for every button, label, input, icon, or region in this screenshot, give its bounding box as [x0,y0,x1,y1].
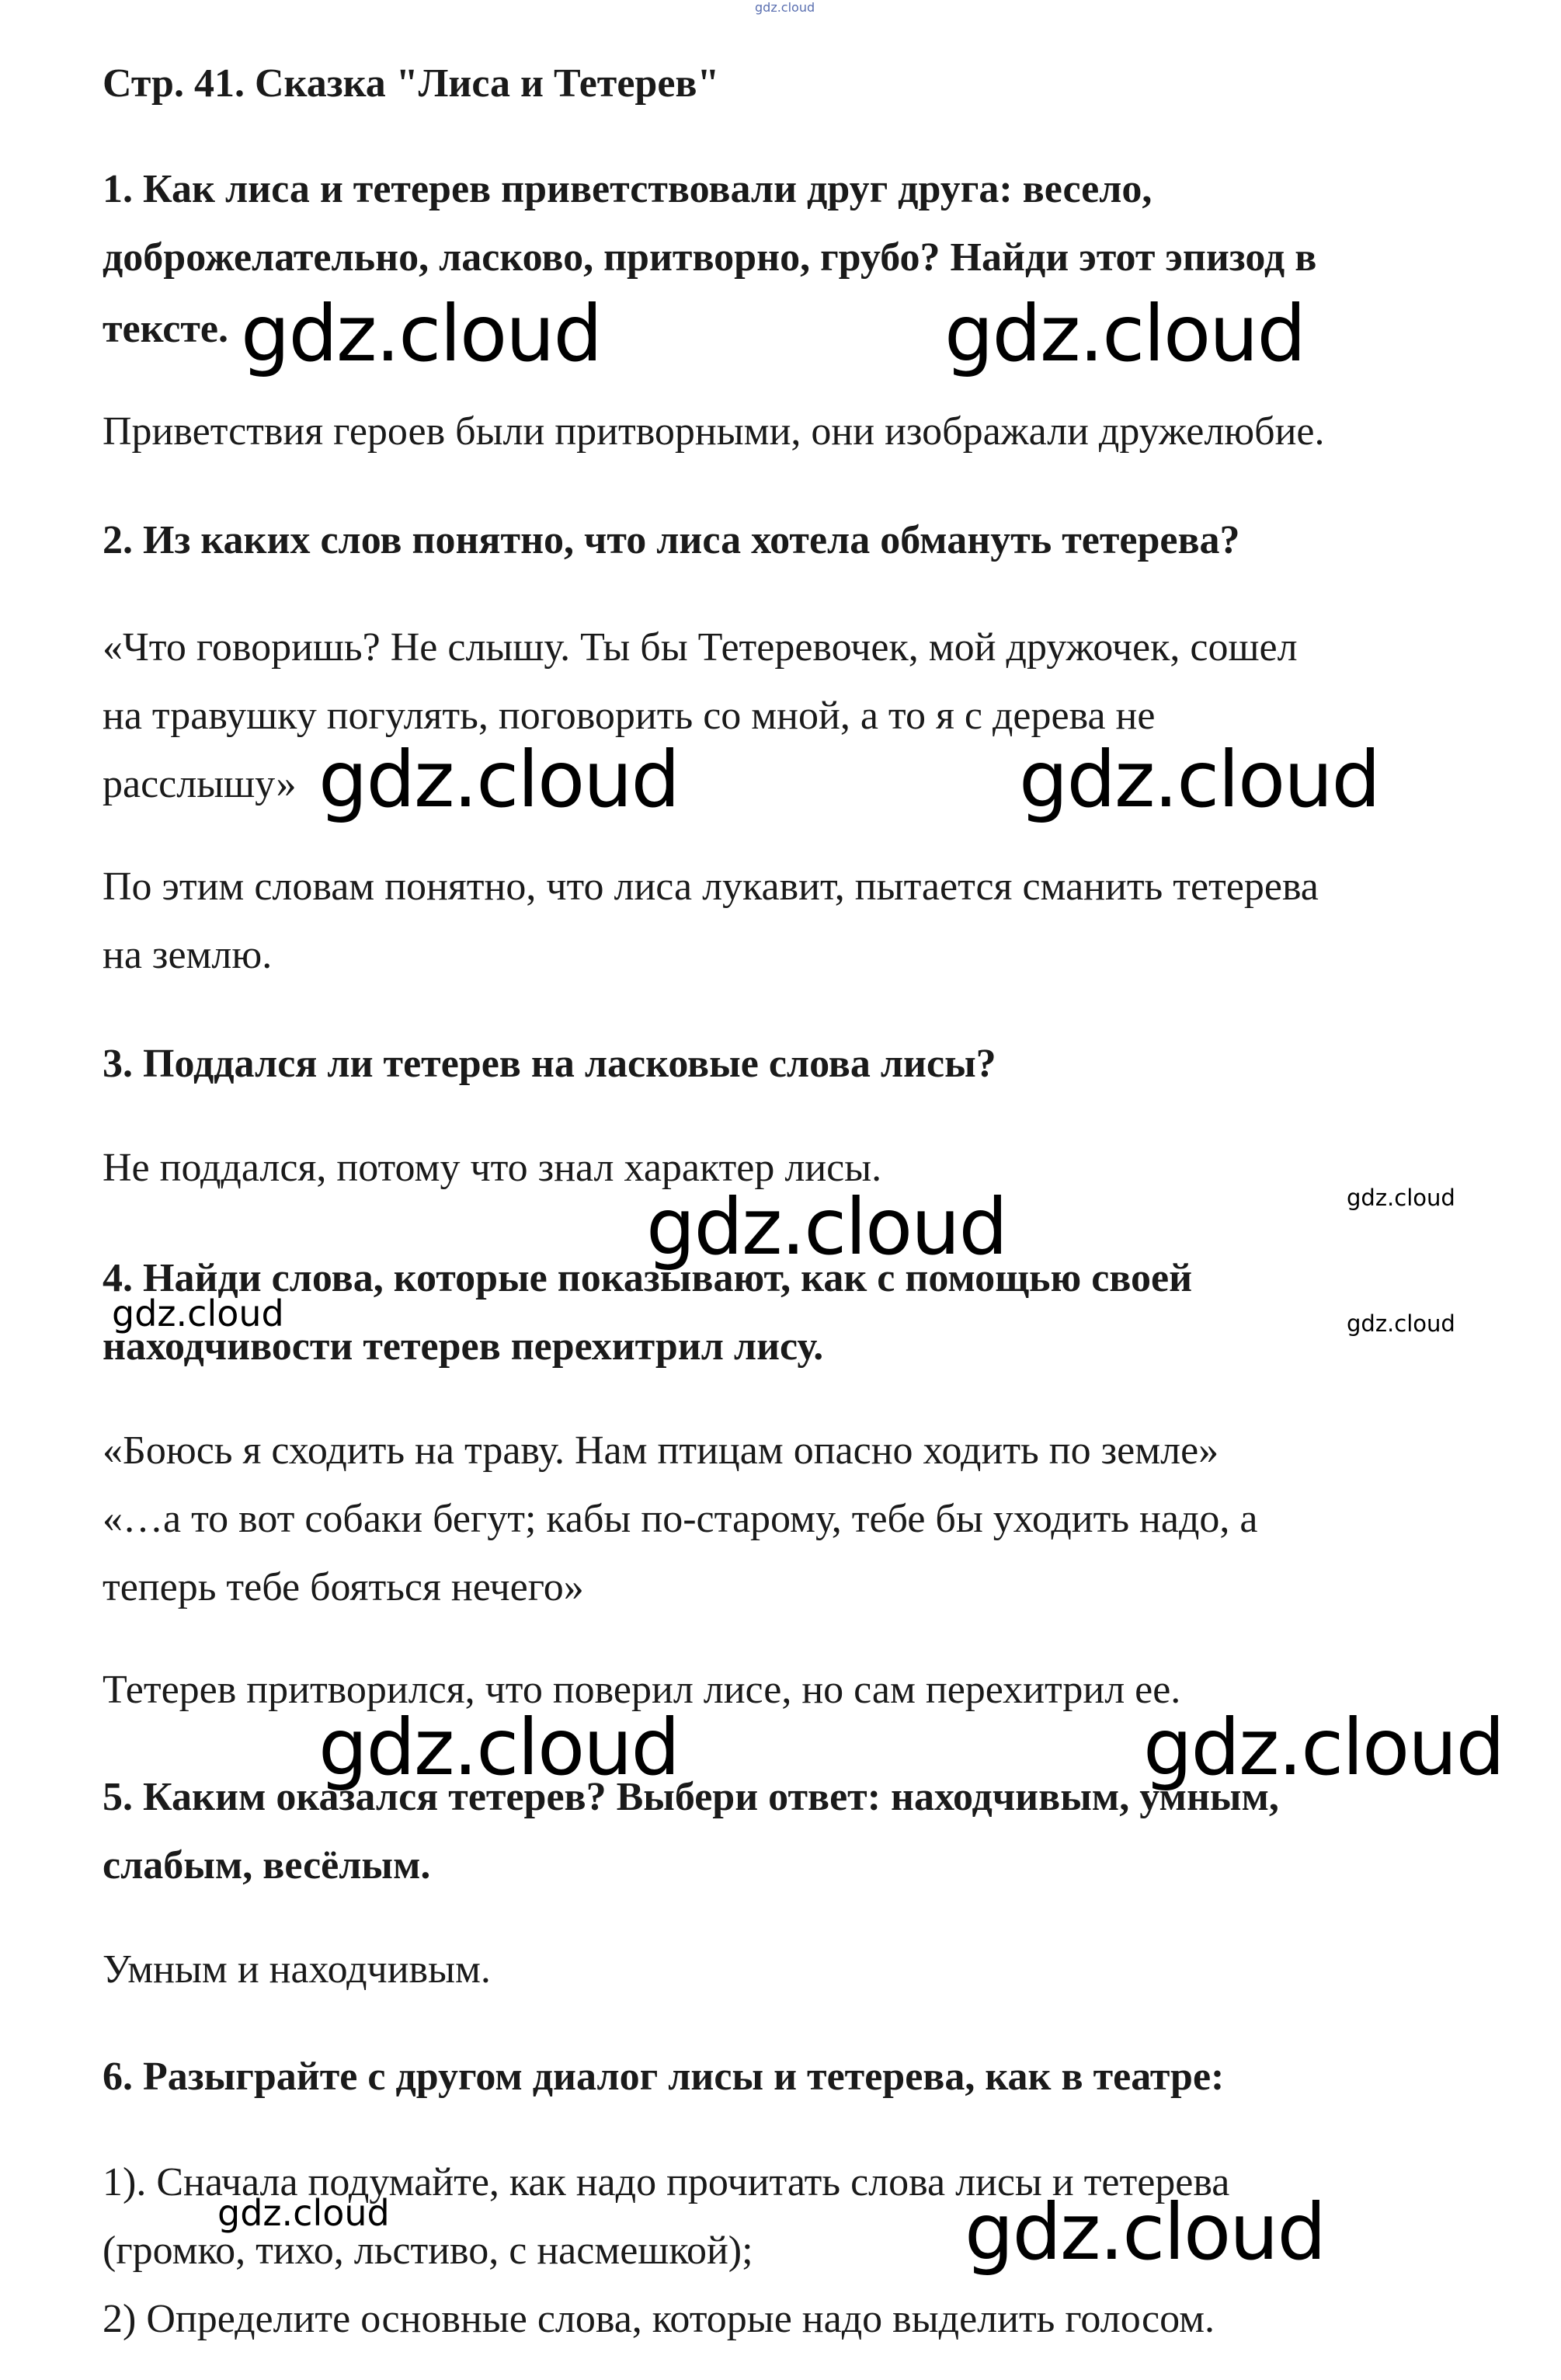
question-1-line-3: тексте. [103,307,228,351]
question-3-line-1: 3. Поддался ли тетерев на ласковые слова лисы? [103,1042,996,1086]
answer-2-line-1: По этим словам понятно, что лиса лукавит, пытается сманить тетерева [103,865,1319,909]
watermark: gdz.cloud [965,2187,1326,2277]
question-2-line-1: 2. Из каких слов понятно, что лиса хотела обмануть тетерева? [103,518,1240,562]
watermark: gdz.cloud [241,288,602,379]
question-6-line-1: 6. Разыграйте с другом диалог лисы и тетерева, как в театре: [103,2055,1225,2099]
quote-2-line-3: расслышу» [103,762,297,806]
watermark: gdz.cloud [646,1181,1007,1272]
question-1-line-1: 1. Как лиса и тетерев приветствовали друг друга: весело, [103,167,1152,211]
watermark: gdz.cloud [1143,1702,1504,1793]
answer-3-line-1: Не поддался, потому что знал характер лисы. [103,1146,882,1190]
watermark: gdz.cloud [217,2192,390,2234]
page-title: Стр. 41. Сказка "Лиса и Тетерев" [103,61,720,106]
answer-4-line-1: Тетерев притворился, что поверил лисе, но сам перехитрил ее. [103,1668,1181,1712]
quote-2-line-1: «Что говоришь? Не слышу. Ты бы Тетеревочек, мой дружочек, сошел [103,625,1298,670]
answer-6-line-1: 1). Сначала подумайте, как надо прочитать слова лисы и тетерева [103,2160,1230,2204]
quote-4-line-2: «…а то вот собаки бегут; кабы по-старому, тебе бы уходить надо, а [103,1497,1258,1541]
watermark: gdz.cloud [1347,1185,1455,1211]
watermark: gdz.cloud [318,1702,680,1793]
question-5-line-2: слабым, весёлым. [103,1843,431,1888]
quote-2-line-2: на травушку погулять, поговорить со мной, а то я с дерева не [103,694,1156,738]
question-4-line-2: находчивости тетерев перехитрил лису. [103,1324,824,1369]
watermark: gdz.cloud [944,288,1305,379]
answer-1-line-1: Приветствия героев были притворными, они изображали дружелюбие. [103,409,1325,454]
watermark: gdz.cloud [112,1293,284,1334]
answer-6-line-3: 2) Определите основные слова, которые надо выделить голосом. [103,2297,1215,2341]
quote-4-line-3: теперь тебе бояться нечего» [103,1565,584,1609]
answer-2-line-2: на землю. [103,933,273,977]
quote-4-line-1: «Боюсь я сходить на траву. Нам птицам опасно ходить по земле» [103,1428,1219,1473]
watermark-tiny: gdz.cloud [755,0,815,15]
answer-5-line-1: Умным и находчивым. [103,1947,491,1992]
watermark: gdz.cloud [1019,734,1380,825]
question-5-line-1: 5. Каким оказался тетерев? Выбери ответ: находчивым, умным, [103,1775,1279,1819]
question-4-line-1: 4. Найди слова, которые показывают, как с помощью своей [103,1256,1193,1300]
question-1-line-2: доброжелательно, ласково, притворно, грубо? Найди этот эпизод в [103,235,1317,280]
watermark: gdz.cloud [1347,1310,1455,1337]
answer-6-line-2: (громко, тихо, льстиво, с насмешкой); [103,2229,753,2273]
watermark: gdz.cloud [318,734,680,825]
